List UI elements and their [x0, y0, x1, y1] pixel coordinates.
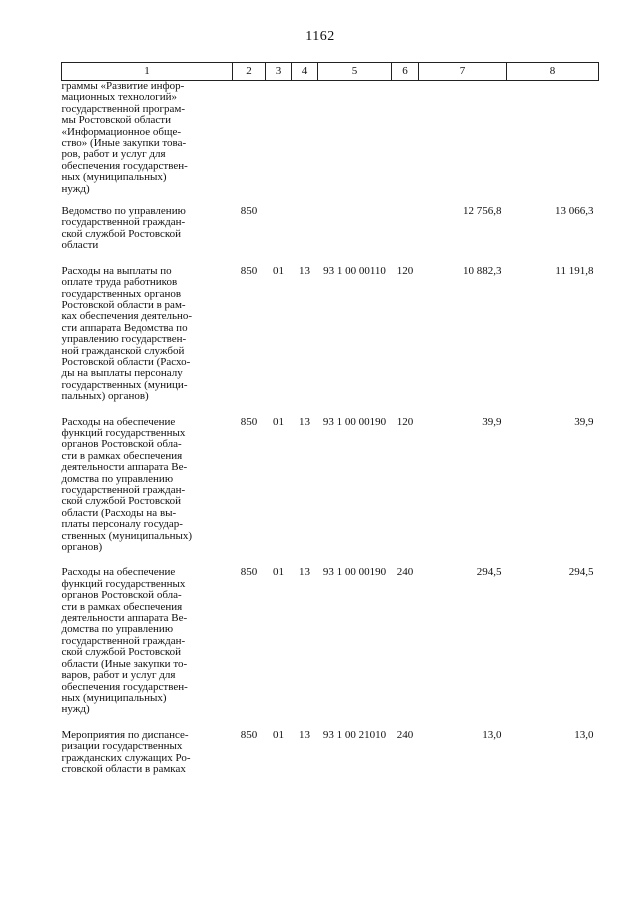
- row-amount-year1: 294,5: [476, 566, 502, 579]
- row-code-subsection: 13: [299, 415, 310, 428]
- description-line: ской службой Ростовской: [61, 495, 182, 508]
- row-code-target: 93 1 00 00110: [323, 264, 386, 277]
- description-line: гражданских служащих Ро-: [61, 751, 191, 764]
- row-code-target: [318, 81, 392, 207]
- row-description: [62, 417, 233, 568]
- description-line: оплате труда работников: [61, 276, 178, 289]
- row-description: [62, 730, 233, 790]
- description-line: обеспечения государствен-: [61, 159, 188, 172]
- description-line: управлению государствен-: [61, 333, 187, 346]
- description-line: варов, работ и услуг для: [61, 669, 176, 682]
- table-row: [62, 206, 599, 266]
- description-line: домства по управлению: [61, 623, 174, 636]
- row-code-target: [318, 206, 392, 266]
- description-line: ризации государственных: [61, 740, 183, 753]
- table-row: [62, 730, 599, 790]
- description-line: государственных (муници-: [61, 378, 188, 391]
- row-code-section: 01: [273, 566, 284, 579]
- row-amount-year2: [507, 81, 599, 207]
- column-header: 7: [419, 63, 507, 81]
- column-header: 2: [233, 63, 266, 81]
- description-line: домства по управлению: [61, 472, 174, 485]
- description-line: деятельности аппарата Ве-: [61, 461, 188, 474]
- description-line: ды на выплаты персоналу: [61, 367, 183, 380]
- description-line: области (Иные закупки то-: [61, 657, 188, 670]
- row-code-expense-type: [392, 206, 419, 266]
- description-line: граммы «Развитие инфор-: [61, 80, 185, 92]
- row-amount-year1: [419, 81, 507, 207]
- description-line: ственных (муниципальных): [61, 529, 193, 542]
- description-line: деятельности аппарата Ве-: [61, 612, 188, 625]
- row-description: [62, 567, 233, 729]
- description-line: ной гражданской службой: [61, 344, 185, 357]
- row-code-section: 01: [273, 728, 284, 741]
- description-line: «Информационное обще-: [61, 125, 181, 138]
- row-description: [62, 206, 233, 266]
- description-line: мационных технологий»: [61, 91, 178, 104]
- description-line: ных (муниципальных): [61, 691, 167, 704]
- description-line: Ростовской области в рам-: [61, 298, 186, 311]
- row-amount-year1: 10 882,3: [463, 264, 502, 277]
- description-line: пальных) органов): [61, 390, 149, 403]
- row-code-section: 01: [273, 264, 284, 277]
- description-line: нужд): [61, 182, 90, 195]
- description-line: государственной граждан-: [61, 484, 186, 496]
- row-code-ministry: 850: [240, 566, 258, 579]
- row-code-expense-type: 240: [396, 728, 414, 741]
- column-header: 5: [318, 63, 392, 81]
- row-code-section: [266, 206, 292, 266]
- description-line: сти в рамках обеспечения: [61, 600, 183, 613]
- row-amount-year1: 13,0: [482, 728, 502, 741]
- description-line: Ведомство по управлению: [61, 205, 186, 218]
- column-header: 1: [62, 63, 233, 81]
- table-row: [62, 567, 599, 729]
- row-code-subsection: 13: [299, 264, 310, 277]
- row-code-expense-type: 240: [396, 566, 414, 579]
- description-line: ской службой Ростовской: [61, 646, 182, 659]
- row-code-section: 01: [273, 415, 284, 428]
- description-line: области (Расходы на вы-: [61, 506, 177, 519]
- description-line: платы персоналу государ-: [61, 518, 183, 531]
- column-header: 3: [266, 63, 292, 81]
- column-header: 8: [507, 63, 599, 81]
- row-code-expense-type: 120: [396, 264, 414, 277]
- description-line: государственной програм-: [61, 102, 186, 115]
- description-line: Расходы на обеспечение: [61, 566, 176, 579]
- description-line: сти аппарата Ведомства по: [61, 321, 188, 334]
- row-code-subsection: [292, 81, 318, 207]
- description-line: функций государственных: [61, 426, 186, 439]
- description-line: государственной граждан-: [61, 634, 186, 647]
- table-row: [62, 81, 599, 207]
- description-line: стовской области в рамках: [61, 762, 186, 775]
- row-description: [62, 266, 233, 417]
- description-line: ных (муниципальных): [61, 171, 167, 184]
- description-line: мы Ростовской области: [61, 114, 171, 127]
- row-code-ministry: 850: [240, 415, 258, 428]
- description-line: органов): [61, 541, 103, 554]
- row-code-target: 93 1 00 00190: [322, 415, 387, 428]
- row-description: [62, 81, 233, 207]
- description-line: Мероприятия по диспансе-: [61, 728, 189, 741]
- row-code-ministry: 850: [240, 264, 258, 277]
- description-line: области: [61, 239, 99, 252]
- row-amount-year1: 39,9: [482, 415, 502, 428]
- table-row: [62, 417, 599, 568]
- row-code-ministry: [233, 81, 266, 207]
- description-line: государственной граждан-: [61, 216, 186, 229]
- row-code-subsection: 13: [299, 566, 310, 579]
- description-line: Расходы на выплаты по: [61, 264, 172, 277]
- description-line: нужд): [61, 703, 90, 716]
- description-line: органов Ростовской обла-: [61, 438, 182, 451]
- description-line: сти в рамках обеспечения: [61, 449, 183, 462]
- row-code-expense-type: 120: [396, 415, 414, 428]
- description-line: ках обеспечения деятельно-: [61, 310, 193, 323]
- description-line: Расходы на обеспечение: [61, 415, 176, 428]
- row-amount-year2: 13,0: [574, 728, 594, 741]
- description-line: Ростовской области (Расхо-: [61, 355, 191, 368]
- description-line: обеспечения государствен-: [61, 680, 188, 693]
- budget-table: [61, 62, 599, 789]
- row-amount-year1: 12 756,8: [463, 205, 502, 218]
- page-number: 1162: [305, 29, 335, 44]
- column-header: 6: [392, 63, 419, 81]
- row-code-target: 93 1 00 21010: [322, 728, 387, 741]
- description-line: органов Ростовской обла-: [61, 589, 182, 602]
- description-line: ство» (Иные закупки това-: [61, 137, 187, 150]
- table-row: [62, 266, 599, 417]
- row-code-subsection: 13: [299, 728, 310, 741]
- row-code-ministry: 850: [240, 205, 258, 218]
- row-amount-year2: 294,5: [568, 566, 594, 579]
- row-amount-year2: 39,9: [574, 415, 594, 428]
- row-code-expense-type: [392, 81, 419, 207]
- row-code-ministry: 850: [240, 728, 258, 741]
- row-amount-year2: 11 191,8: [555, 264, 594, 277]
- row-code-subsection: [292, 206, 318, 266]
- description-line: функций государственных: [61, 577, 186, 590]
- description-line: ской службой Ростовской: [61, 227, 182, 240]
- description-line: государственных органов: [61, 287, 182, 300]
- table-header-row: [62, 63, 599, 81]
- row-code-target: 93 1 00 00190: [322, 566, 387, 579]
- description-line: ров, работ и услуг для: [61, 148, 166, 161]
- row-amount-year2: 13 066,3: [555, 205, 594, 218]
- column-header: 4: [292, 63, 318, 81]
- row-code-section: [266, 81, 292, 207]
